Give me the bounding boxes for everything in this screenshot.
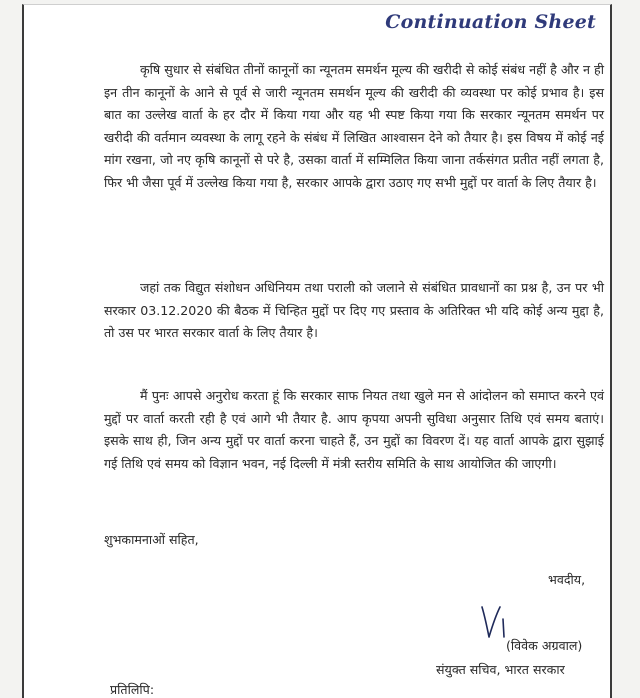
yours-faithfully: भवदीय, xyxy=(548,572,586,587)
paragraph-text: मैं पुनः आपसे अनुरोध करता हूं कि सरकार साफ नियत तथा खुले मन से आंदोलन को समाप्त करने एवं मुद्दों पर वार्ता करती रही है एवं आगे भी तैयार है. आप कृपया अपनी सुविधा अनुसार तिथि एवं समय बताएं। इसके साथ ही, जिन अन्य मुद्दों पर वार्ता करना चाहते हैं, उन मुद्दों का विवरण दें। यह वार्ता आपके द्वारा सुझाई गई तिथि एवं समय को विज्ञान भवन, नई दिल्ली में मंत्री स्तरीय समिति के साथ आयोजित की जाएगी। xyxy=(104,388,604,471)
copy-to-label: प्रतिलिपि: xyxy=(110,682,155,697)
signer-designation: संयुक्त सचिव, भारत सरकार xyxy=(436,662,565,677)
signer-name: (विवेक अग्रवाल) xyxy=(506,638,583,653)
paragraph-text: कृषि सुधार से संबंधित तीनों कानूनों का न्यूनतम समर्थन मूल्य की खरीदी से कोई संबंध नहीं है और न ही इन तीन कानूनों के आने से पूर्व से जारी न्यूनतम समर्थन मूल्य की खरीदी की व्यवस्था पर कोई प्रभाव है। इस बात का उल्लेख वार्ता के हर दौर में किया गया और यह भी स्पष्ट किया गया कि सरकार न्यूनतम समर्थन पर खरीदी की वर्तमान व्यवस्था के लागू रहने के संबंध में लिखित आश्वासन देने को तैयार है। इस विषय में कोई नई मांग रखना, जो नए कृषि कानूनों से परे है, उसका वार्ता में सम्मिलित किया जाना तर्कसंगत प्रतीत नहीं लगता है, फिर भी जैसा पूर्व में उल्लेख किया गया है, सरकार आपके द्वारा उठाए गए सभी मुद्दों पर वार्ता के लिए तैयार है। xyxy=(104,62,604,190)
letter-paragraph-1 xyxy=(104,59,604,195)
continuation-sheet-heading: Continuation Sheet xyxy=(385,11,596,33)
paragraph-text: जहां तक विद्युत संशोधन अधिनियम तथा पराली को जलाने से संबंधित प्रावधानों का प्रश्न है, उन पर भी सरकार 03.12.2020 की बैठक में चिन्हित मुद्दों पर दिए गए प्रस्ताव के अतिरिक्त भी यदि कोई अन्य मुद्दा है, तो उस पर भारत सरकार वार्ता के लिए तैयार है। xyxy=(104,280,604,341)
letter-paragraph-3 xyxy=(104,385,604,475)
letter-sheet xyxy=(22,4,612,698)
letter-paragraph-2 xyxy=(104,277,604,345)
closing-greeting: शुभकामनाओं सहित, xyxy=(104,532,199,547)
